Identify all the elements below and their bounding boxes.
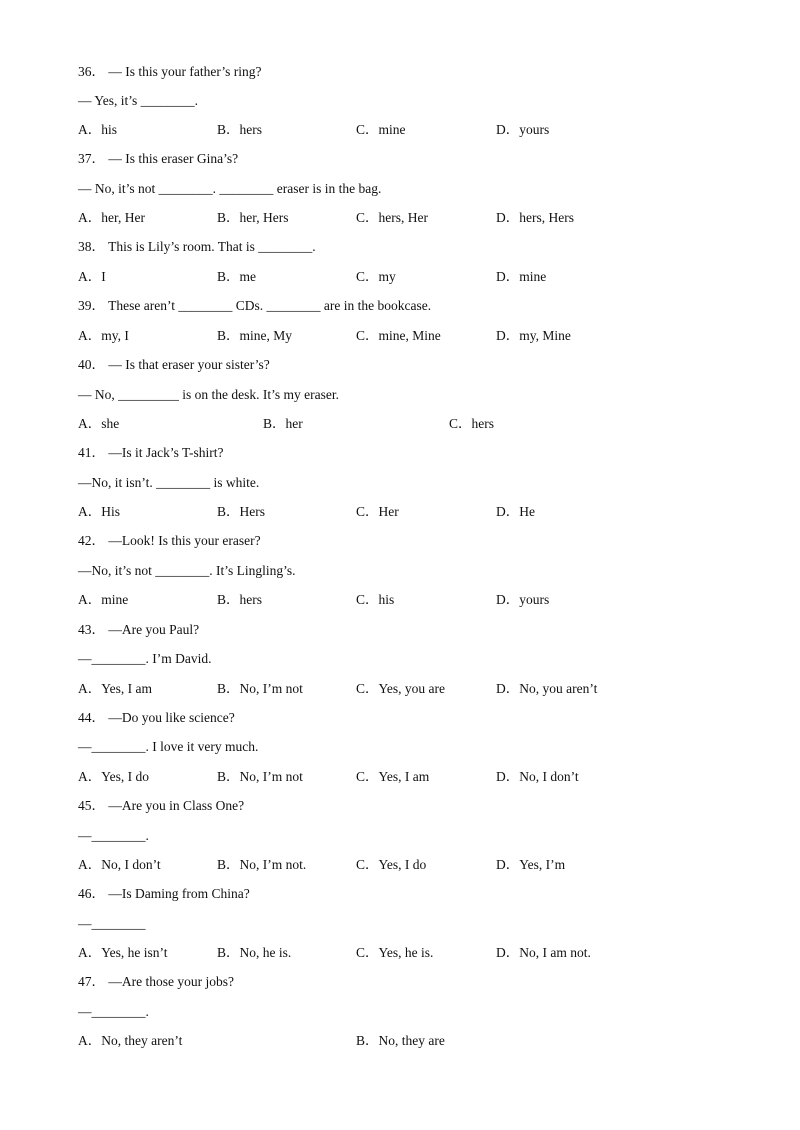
question-number: 41． <box>78 445 105 460</box>
question-41-option-b[interactable]: B．Hers <box>217 504 266 519</box>
question-number: 38． <box>78 239 105 254</box>
question-number: 47． <box>78 974 105 989</box>
question-45-line-2: —________. <box>78 828 149 843</box>
question-44-option-a[interactable]: A．Yes, I do <box>78 769 150 784</box>
question-39-stem <box>78 297 431 315</box>
question-number: 37． <box>78 151 105 166</box>
question-38-option-c[interactable]: C．my <box>356 269 396 284</box>
question-42-line-2: —No, it’s not ________. It’s Lingling’s. <box>78 563 296 578</box>
question-37-option-b[interactable]: B．her, Hers <box>217 210 289 225</box>
question-38-option-b[interactable]: B．me <box>217 269 257 284</box>
question-number: 42． <box>78 533 105 548</box>
question-44-option-b[interactable]: B．No, I’m not <box>217 769 303 784</box>
question-37-stem <box>78 150 238 168</box>
question-46-stem <box>78 885 250 903</box>
question-36-option-d[interactable]: D．yours <box>496 122 550 137</box>
question-47-option-a[interactable]: A．No, they aren’t <box>78 1033 183 1048</box>
question-text: — Is this your father’s ring? <box>108 64 262 79</box>
question-46-option-b[interactable]: B．No, he is. <box>217 945 292 960</box>
question-text: —Do you like science? <box>108 710 235 725</box>
question-40-stem <box>78 356 270 374</box>
question-43-option-b[interactable]: B．No, I’m not <box>217 681 303 696</box>
question-46-line-2: —________ <box>78 916 146 931</box>
question-36-option-a[interactable]: A．his <box>78 122 118 137</box>
question-37-option-d[interactable]: D．hers, Hers <box>496 210 574 225</box>
question-text: —Are you Paul? <box>108 622 200 637</box>
question-43-line-2: —________. I’m David. <box>78 651 212 666</box>
question-46-option-c[interactable]: C．Yes, he is. <box>356 945 434 960</box>
question-38-option-a[interactable]: A．I <box>78 269 106 284</box>
question-45-option-b[interactable]: B．No, I’m not. <box>217 857 307 872</box>
question-43-option-a[interactable]: A．Yes, I am <box>78 681 153 696</box>
question-42-option-d[interactable]: D．yours <box>496 592 550 607</box>
question-44-line-2: —________. I love it very much. <box>78 739 259 754</box>
question-text: —Is it Jack’s T-shirt? <box>108 445 224 460</box>
question-45-stem <box>78 797 244 815</box>
question-46-option-a[interactable]: A．Yes, he isn’t <box>78 945 168 960</box>
question-39-option-d[interactable]: D．my, Mine <box>496 328 571 343</box>
question-42-option-b[interactable]: B．hers <box>217 592 263 607</box>
question-41-option-d[interactable]: D．He <box>496 504 535 519</box>
question-number: 46． <box>78 886 105 901</box>
question-text: —Are you in Class One? <box>108 798 245 813</box>
question-40-option-b[interactable]: B．her <box>263 416 303 431</box>
question-36-option-b[interactable]: B．hers <box>217 122 263 137</box>
question-39-option-a[interactable]: A．my, I <box>78 328 129 343</box>
question-36-stem <box>78 63 261 81</box>
question-47-stem <box>78 973 234 991</box>
question-42-option-c[interactable]: C．his <box>356 592 395 607</box>
question-text: These aren’t ________ CDs. ________ are in the bookcase. <box>108 298 432 313</box>
question-43-option-c[interactable]: C．Yes, you are <box>356 681 446 696</box>
question-44-option-c[interactable]: C．Yes, I am <box>356 769 430 784</box>
question-41-stem <box>78 444 224 462</box>
question-45-option-d[interactable]: D．Yes, I’m <box>496 857 566 872</box>
question-41-option-a[interactable]: A．His <box>78 504 121 519</box>
question-text: —Is Daming from China? <box>108 886 250 901</box>
question-45-option-a[interactable]: A．No, I don’t <box>78 857 161 872</box>
question-44-stem <box>78 709 235 727</box>
question-text: This is Lily’s room. That is ________. <box>108 239 316 254</box>
question-38-stem <box>78 238 316 256</box>
question-43-option-d[interactable]: D．No, you aren’t <box>496 681 598 696</box>
question-text: — Is that eraser your sister’s? <box>108 357 270 372</box>
question-37-option-c[interactable]: C．hers, Her <box>356 210 428 225</box>
question-45-option-c[interactable]: C．Yes, I do <box>356 857 427 872</box>
question-number: 43． <box>78 622 105 637</box>
question-41-line-2: —No, it isn’t. ________ is white. <box>78 475 260 490</box>
question-47-option-b[interactable]: B．No, they are <box>356 1033 445 1048</box>
question-42-stem <box>78 532 261 550</box>
question-47-line-2: —________. <box>78 1004 149 1019</box>
question-37-option-a[interactable]: A．her, Her <box>78 210 145 225</box>
question-42-option-a[interactable]: A．mine <box>78 592 129 607</box>
question-38-option-d[interactable]: D．mine <box>496 269 547 284</box>
question-39-option-b[interactable]: B．mine, My <box>217 328 293 343</box>
question-number: 39． <box>78 298 105 313</box>
question-36-line-2: — Yes, it’s ________. <box>78 93 199 108</box>
question-39-option-c[interactable]: C．mine, Mine <box>356 328 441 343</box>
question-40-option-c[interactable]: C．hers <box>449 416 495 431</box>
question-40-option-a[interactable]: A．she <box>78 416 120 431</box>
question-41-option-c[interactable]: C．Her <box>356 504 399 519</box>
question-37-line-2: — No, it’s not ________. ________ eraser is in the bag. <box>78 181 382 196</box>
question-36-option-c[interactable]: C．mine <box>356 122 406 137</box>
question-43-stem <box>78 621 199 639</box>
question-text: —Are those your jobs? <box>108 974 234 989</box>
question-number: 36． <box>78 64 105 79</box>
question-text: —Look! Is this your eraser? <box>108 533 261 548</box>
question-number: 45． <box>78 798 105 813</box>
question-number: 44． <box>78 710 105 725</box>
question-number: 40． <box>78 357 105 372</box>
question-text: — Is this eraser Gina’s? <box>108 151 239 166</box>
question-46-option-d[interactable]: D．No, I am not. <box>496 945 591 960</box>
question-44-option-d[interactable]: D．No, I don’t <box>496 769 579 784</box>
question-40-line-2: — No, _________ is on the desk. It’s my eraser. <box>78 387 339 402</box>
